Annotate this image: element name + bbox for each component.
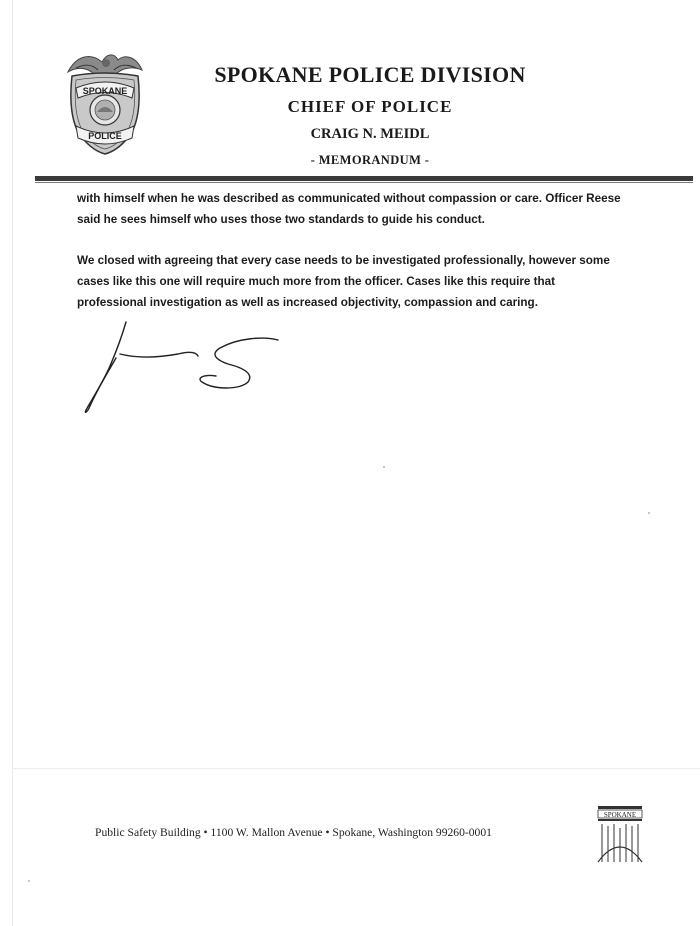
body-line: We closed with agreeing that every case needs to be investigated professionally, however some: [77, 254, 610, 267]
handwritten-signature: [78, 318, 288, 418]
organization-name: SPOKANE POLICE DIVISION: [214, 62, 526, 87]
document-type: - MEMORANDUM -: [310, 153, 430, 167]
page-left-edge: [12, 0, 13, 926]
badge-top-text: SPOKANE: [82, 86, 128, 96]
footer-address: Public Safety Building • 1100 W. Mallon Avenue • Spokane, Washington 99260-0001: [95, 826, 492, 839]
body-line: cases like this one will require much more from the officer. Cases like this require that: [77, 275, 556, 288]
city-skyline-logo: [596, 806, 644, 864]
letterhead: [170, 62, 570, 168]
memo-body: [77, 188, 677, 313]
body-paragraph: [77, 188, 677, 230]
scan-speck: [28, 880, 30, 882]
body-line: said he sees himself who uses those two standards to guide his conduct.: [77, 213, 485, 226]
office-title: CHIEF OF POLICE: [287, 97, 453, 116]
scan-speck: [648, 512, 650, 514]
logo-text: SPOKANE: [603, 811, 637, 819]
body-line: professional investigation as well as increased objectivity, compassion and caring.: [77, 296, 538, 309]
header-rule-thick: [35, 176, 693, 181]
badge-bottom-text: POLICE: [88, 131, 122, 141]
body-line: with himself when he was described as communicated without compassion or care. Officer Reese: [77, 192, 621, 205]
header-rule-thin: [35, 182, 693, 183]
police-badge-logo: [62, 50, 148, 158]
body-paragraph: [77, 250, 677, 313]
scan-speck: [383, 466, 385, 468]
chief-name: CRAIG N. MEIDL: [310, 126, 430, 142]
footer-rule: [12, 768, 700, 769]
